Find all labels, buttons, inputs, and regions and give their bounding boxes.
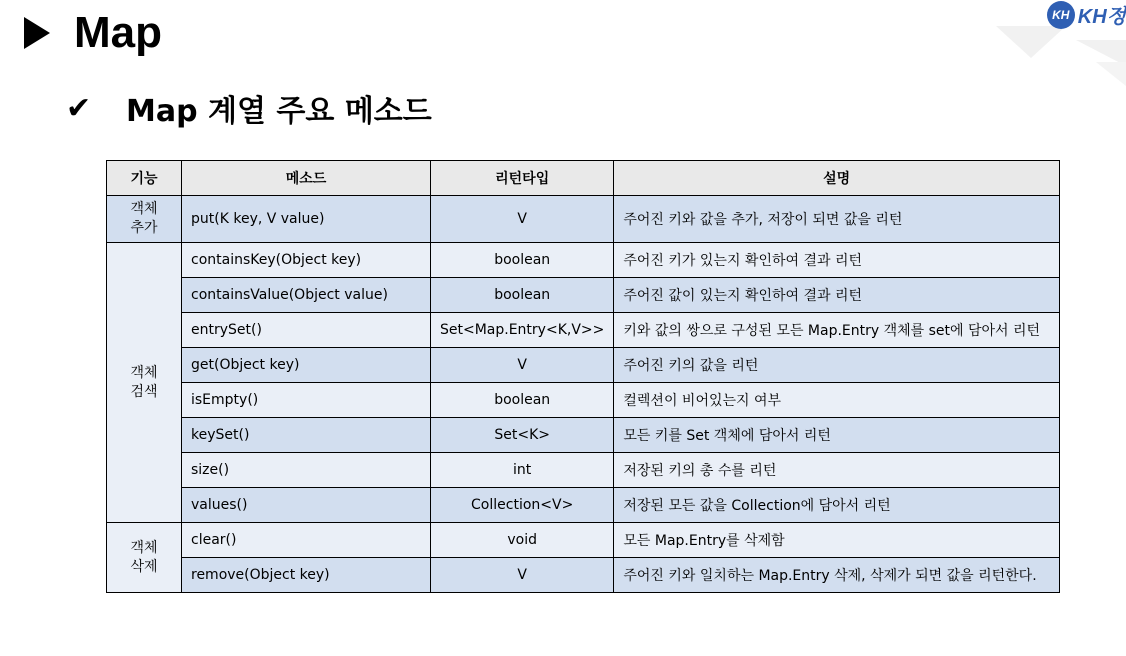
- description-cell: 주어진 키와 값을 추가, 저장이 되면 값을 리턴: [614, 196, 1060, 243]
- table-row: [107, 523, 1060, 558]
- return-cell: V: [431, 558, 614, 593]
- return-cell: Collection<V>: [431, 488, 614, 523]
- category-cell: [107, 243, 182, 523]
- header-description: 설명: [614, 161, 1060, 196]
- logo-mark: KH: [1047, 1, 1075, 29]
- return-cell: boolean: [431, 383, 614, 418]
- method-cell: containsKey(Object key): [182, 243, 431, 278]
- header-return: 리턴타입: [431, 161, 614, 196]
- category-cell: [107, 523, 182, 593]
- description-cell: 저장된 키의 총 수를 리턴: [614, 453, 1060, 488]
- return-cell: Set<Map.Entry<K,V>>: [431, 313, 614, 348]
- table-row: [107, 348, 1060, 383]
- return-cell: boolean: [431, 278, 614, 313]
- title-row: [24, 8, 162, 58]
- table-row: [107, 558, 1060, 593]
- category-label: 객체 추가: [130, 201, 158, 236]
- category-label: 객체 삭제: [130, 539, 158, 575]
- method-cell: isEmpty(): [182, 383, 431, 418]
- header-row: [107, 161, 1060, 196]
- table-row: [107, 278, 1060, 313]
- logo: [1047, 0, 1126, 29]
- description-cell: 주어진 키의 값을 리턴: [614, 348, 1060, 383]
- table-row: [107, 453, 1060, 488]
- methods-table: [106, 160, 1060, 593]
- page-title: Map: [74, 8, 162, 57]
- table-row: [107, 196, 1060, 243]
- logo-text: KH정: [1077, 6, 1126, 28]
- method-cell: put(K key, V value): [182, 196, 431, 243]
- header-category: 기능: [107, 161, 182, 196]
- header-method: 메소드: [182, 161, 431, 196]
- description-cell: 주어진 값이 있는지 확인하여 결과 리턴: [614, 278, 1060, 313]
- return-cell: boolean: [431, 243, 614, 278]
- method-cell: remove(Object key): [182, 558, 431, 593]
- description-cell: 키와 값의 쌍으로 구성된 모든 Map.Entry 객체를 set에 담아서 리턴: [614, 313, 1060, 348]
- category-label: 객체 검색: [130, 364, 158, 400]
- description-cell: 주어진 키가 있는지 확인하여 결과 리턴: [614, 243, 1060, 278]
- return-cell: V: [431, 196, 614, 243]
- method-cell: clear(): [182, 523, 431, 558]
- description-cell: 모든 Map.Entry를 삭제함: [614, 523, 1060, 558]
- description-cell: 주어진 키와 일치하는 Map.Entry 삭제, 삭제가 되면 값을 리턴한다.: [614, 558, 1060, 593]
- method-cell: values(): [182, 488, 431, 523]
- table-row: [107, 418, 1060, 453]
- method-cell: entrySet(): [182, 313, 431, 348]
- category-cell: [107, 196, 182, 243]
- method-cell: containsValue(Object value): [182, 278, 431, 313]
- return-cell: Set<K>: [431, 418, 614, 453]
- method-cell: get(Object key): [182, 348, 431, 383]
- method-cell: size(): [182, 453, 431, 488]
- subtitle-row: [66, 86, 432, 130]
- checkmark-icon: ✔: [66, 90, 92, 126]
- return-cell: void: [431, 523, 614, 558]
- description-cell: 컬렉션이 비어있는지 여부: [614, 383, 1060, 418]
- table-row: [107, 488, 1060, 523]
- triangle-bullet-icon: [24, 17, 50, 49]
- method-cell: keySet(): [182, 418, 431, 453]
- description-cell: 저장된 모든 값을 Collection에 담아서 리턴: [614, 488, 1060, 523]
- table-row: [107, 313, 1060, 348]
- table-row: [107, 243, 1060, 278]
- description-cell: 모든 키를 Set 객체에 담아서 리턴: [614, 418, 1060, 453]
- return-cell: V: [431, 348, 614, 383]
- table-row: [107, 383, 1060, 418]
- subtitle: Map 계열 주요 메소드: [126, 94, 432, 129]
- return-cell: int: [431, 453, 614, 488]
